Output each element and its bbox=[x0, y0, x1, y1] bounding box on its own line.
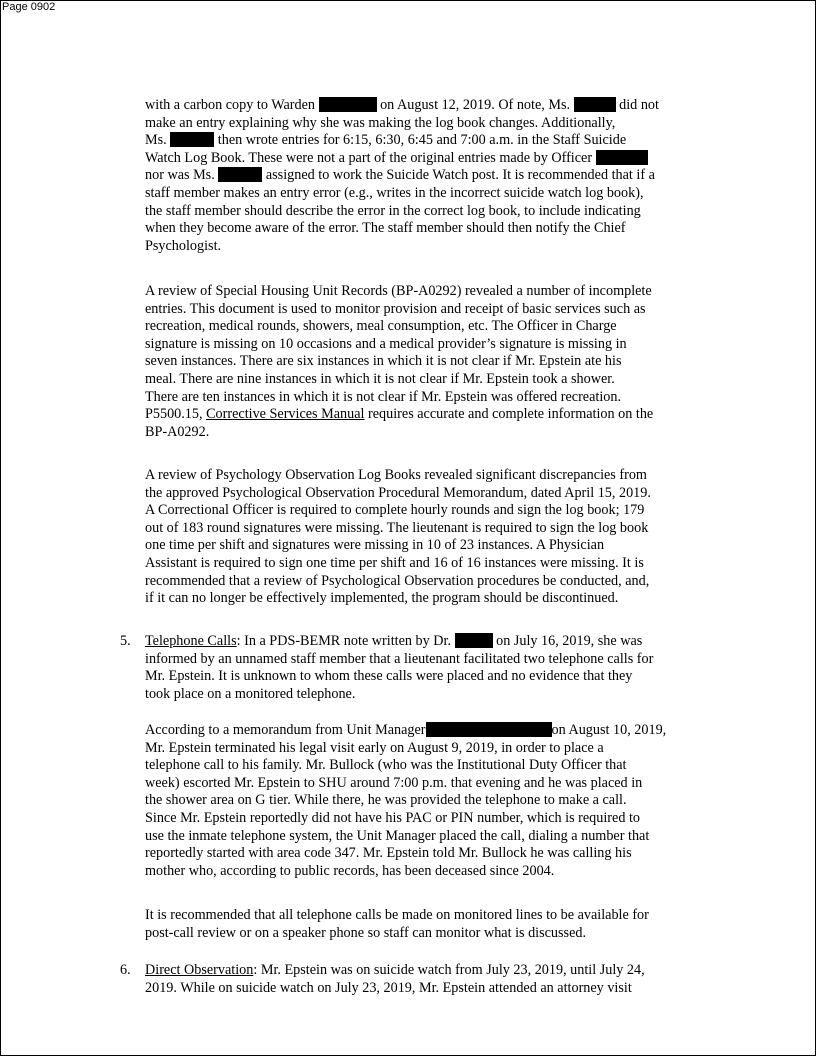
redaction-box bbox=[218, 167, 262, 182]
redaction-box bbox=[455, 633, 493, 648]
paragraph-log-book-changes: with a carbon copy to Warden on August 12, 2019. Of note, Ms. did not make an entry explaining why she was making the log book changes. Additionally, Ms. then wrote entries for 6:15, 6:30, 6:45 and 7:00 a.m. in the Staff Suicide Watch Log Book. These were not a part of the original entries made by Officer nor was Ms. assigned to work the Suicide Watch post. It is recommended that if a staff member makes an entry error (e.g., writes in the incorrect suicide watch log book), the staff member should describe the error in the correct log book, to include indicating when they become aware of the error. The staff member should then notify the Chief Psychologist. bbox=[145, 97, 659, 254]
paragraph-unit-manager-memo: According to a memorandum from Unit Manager on August 10, 2019, Mr. Epstein terminated his legal visit early on August 9, 2019, in order to place a telephone call to his family. Mr. Bullock (who was the Institutional Duty Officer that week) escorted Mr. Epstein to SHU around 7:00 p.m. that evening and he was placed in the shower area on G tier. While there, he was provided the telephone to make a call. Since Mr. Epstein reportedly did not have his PAC or PIN number, which is required to use the inmate telephone system, the Unit Manager placed the call, dialing a number that reportedly started with area code 347. Mr. Epstein told Mr. Bullock he was calling his mother who, according to public records, has been deceased since 2004. bbox=[145, 722, 667, 879]
manual-title: Corrective Services Manual bbox=[206, 406, 365, 423]
paragraph-psychology-log: A review of Psychology Observation Log Books revealed significant discrepancies from the approved Psychological Observation Procedural Memorandum, dated April 15, 2019. A Correctional Officer is required to complete hourly rounds and sign the log book; 179 out of 183 round signatures were missing. The lieutenant is required to sign the log book one time per shift and signatures were missing in 10 of 23 instances. A Physician Assistant is required to sign one time per shift and 16 of 16 instances were missing. It is recommended that a review of Psychological Observation procedures be conducted, and, if it can no longer be effectively implemented, the program should be discontinued. bbox=[145, 467, 651, 607]
section-heading-telephone-calls: Telephone Calls bbox=[145, 633, 237, 649]
paragraph-telephone-recommendation: It is recommended that all telephone calls be made on monitored lines to be available for post-call review or on a speaker phone so staff can monitor what is discussed. bbox=[145, 907, 649, 941]
paragraph-shu-records: A review of Special Housing Unit Records (BP-A0292) revealed a number of incomplete entries. This document is used to monitor provision and receipt of basic services such as recreation, medical rounds, showers, meal consumption, etc. The Officer in Charge signature is missing on 10 occasions and a medical provider’s signature is missing in seven instances. There are six instances in which it is not clear if Mr. Epstein ate his meal. There are nine instances in which it is not clear if Mr. Epstein took a shower. There are ten instances in which it is not clear if Mr. Epstein was offered recreation. P5500.15, Corrective Services Manual requires accurate and complete information on the BP-A0292. bbox=[145, 283, 654, 440]
page-number-label: Page 0902 bbox=[2, 1, 56, 13]
section-heading-direct-observation: Direct Observation bbox=[145, 962, 254, 978]
paragraph-direct-observation: Direct Observation: Mr. Epstein was on suicide watch from July 23, 2019, until July 24, 2019. While on suicide watch on July 23, 2019, Mr. Epstein attended an attorney visit bbox=[145, 962, 645, 996]
redaction-box bbox=[596, 150, 648, 165]
item-number-6: 6. bbox=[120, 962, 131, 978]
item-number-5: 5. bbox=[120, 633, 131, 649]
redaction-box bbox=[574, 97, 616, 112]
redaction-box bbox=[170, 132, 214, 147]
paragraph-telephone-calls: Telephone Calls: In a PDS-BEMR note written by Dr. on July 16, 2019, she was informed by an unnamed staff member that a lieutenant facilitated two telephone calls for Mr. Epstein. It is unknown to whom these calls were placed and no evidence that they took place on a monitored telephone. bbox=[145, 633, 654, 702]
redaction-box bbox=[319, 97, 377, 112]
redaction-box bbox=[426, 722, 552, 737]
